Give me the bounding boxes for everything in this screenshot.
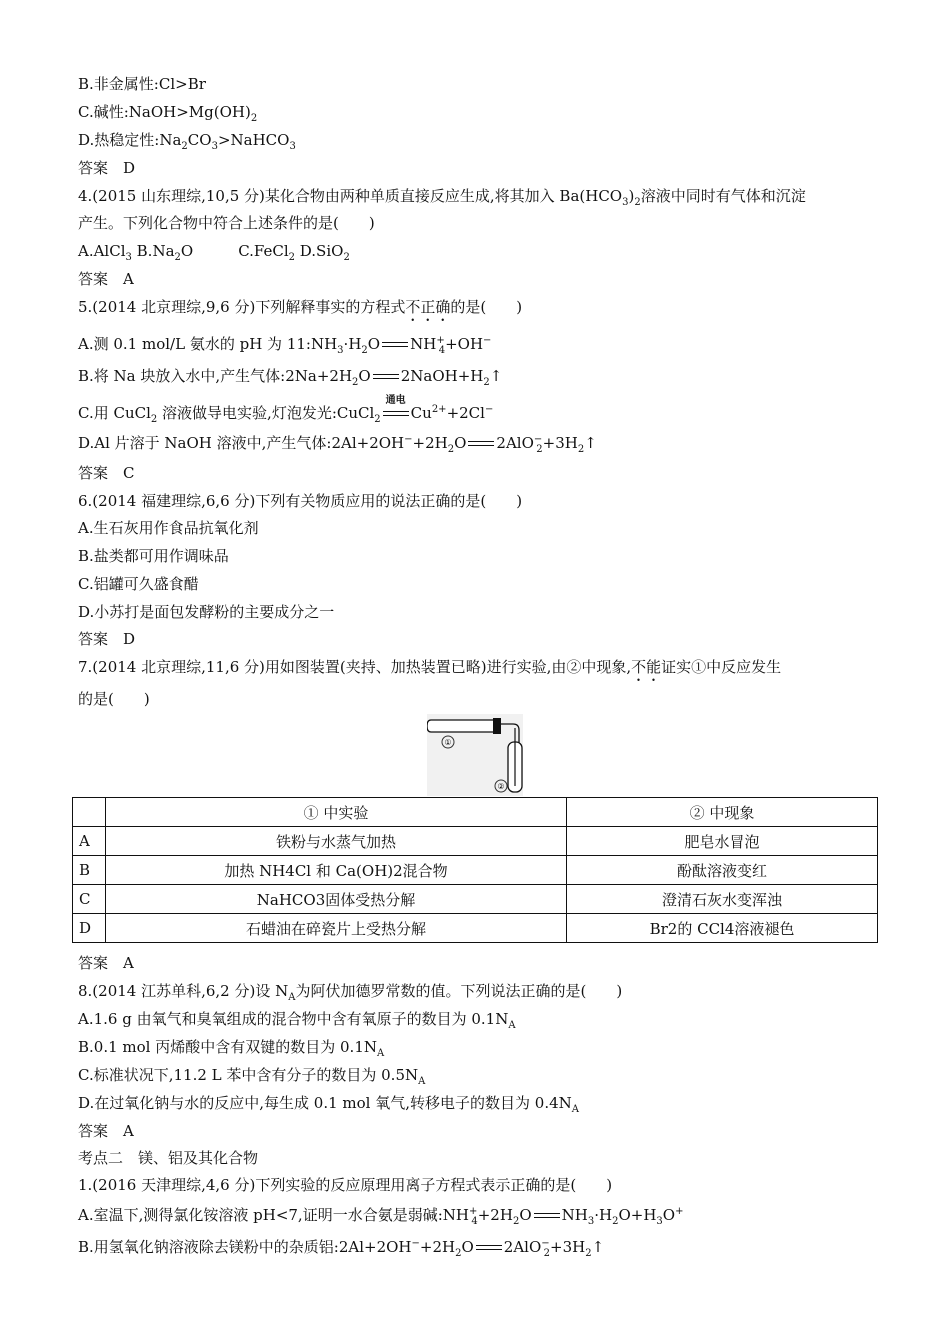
row-experiment: 石蜡油在碎瓷片上受热分解 [106, 914, 567, 943]
q3-answer: 答案 D [78, 159, 136, 177]
q8-option-b: B.0.1 mol 丙烯酸中含有双键的数目为 $0.1N_A$ [78, 1038, 385, 1059]
row-experiment: 铁粉与水蒸气加热 [106, 827, 567, 856]
row-experiment: 加热 NH4Cl 和 Ca(OH)2混合物 [106, 856, 567, 885]
row-phenomenon: 肥皂水冒泡 [567, 827, 878, 856]
q8-answer: 答案 A [78, 1122, 134, 1140]
experiment-table [72, 797, 878, 943]
table-header-col1: ① 中实验 [106, 798, 567, 827]
table-row [73, 885, 878, 914]
apparatus-figure [427, 714, 523, 796]
s1-option-a: A.室温下,测得氯化铵溶液 pH<7,证明一水合氨是弱碱$:NH^+_4+2H_2O$ $NH_3\cdot H_2O+H_3O^+$ [78, 1206, 684, 1227]
row-phenomenon: 澄清石灰水变浑浊 [567, 885, 878, 914]
label-2: ② [497, 782, 505, 791]
row-phenomenon: Br2的 CCl4溶液褪色 [567, 914, 878, 943]
s1-stem: 1.(2016 天津理综,4,6 分)下列实验的反应原理用离子方程式表示正确的是( ) [78, 1176, 613, 1194]
q4-stem: 4.(2015 山东理综,10,5 分)某化合物由两种单质直接反应生成,将其加入 $Ba(HCO_3)_2$溶液中同时有气体和沉淀 [78, 187, 806, 208]
q8-stem: 8.(2014 江苏单科,6,2 分)设 $N_A$为阿伏加德罗常数的值。下列说法正确的是( ) [78, 982, 623, 1003]
s1-option-b: B.用氢氧化钠溶液除去镁粉中的杂质铝$:2Al+2OH^-+2H_2O$ $2AlO^-_2+3H_2↑$ [78, 1238, 605, 1259]
table-row [73, 856, 878, 885]
q3-option-c: C.碱性$:NaOH>Mg(OH)_2$ [78, 103, 258, 124]
row-key: B [73, 856, 106, 885]
q6-option-b: B.盐类都可用作调味品 [78, 547, 229, 565]
q5-answer: 答案 C [78, 464, 135, 482]
table-header-col2: ② 中现象 [567, 798, 878, 827]
q3-option-d: D.热稳定性$:Na_2CO_3>NaHCO_3$ [78, 131, 296, 152]
q7-stem: 7.(2014 北京理综,11,6 分)用如图装置(夹持、加热装置已略)进行实验,由②中现象,不能证实①中反应发生 [78, 658, 782, 676]
q4-options: A.AlCl$_3$ $B.Na_2O$ C.FeCl$_2$ D.SiO$_2$ [78, 242, 350, 263]
q3-option-b: B.非金属性:Cl>Br [78, 75, 206, 93]
table-header-row [73, 798, 878, 827]
q6-option-a: A.生石灰用作食品抗氧化剂 [78, 519, 259, 537]
q5-option-a: A.测 0.1 mol/L 氨水的 pH 为 $11:NH_3\cdot H_2O$ $NH^+_4+OH^-$ [78, 335, 492, 356]
label-1: ① [444, 738, 452, 747]
q6-option-c: C.铝罐可久盛食醋 [78, 575, 199, 593]
table-row [73, 827, 878, 856]
row-phenomenon: 酚酞溶液变红 [567, 856, 878, 885]
q5-option-b: B.将 Na 块放入水中,产生气体$:2Na+2H_2O$ $2NaOH+H_2↑$ [78, 367, 503, 388]
row-key: D [73, 914, 106, 943]
q5-option-c: C.用 CuCl$_2$ 溶液做导电实验,灯泡发光:CuCl$_2$ 通电 $Cu^{2+}+2Cl^-$ [78, 395, 494, 425]
q5-option-d: D.Al 片溶于 NaOH 溶液中,产生气体$:2Al+2OH^-+2H_2O$ $2AlO^-_2+3H_2↑$ [78, 434, 597, 455]
q5-stem: 5.(2014 北京理综,9,6 分)下列解释事实的方程式不正确的是( ) [78, 298, 523, 316]
q4-answer: 答案 A [78, 270, 134, 288]
reversible-sign [380, 339, 410, 351]
q4-stem-cont: 产生。下列化合物中符合上述条件的是( ) [78, 214, 375, 232]
row-key: A [73, 827, 106, 856]
q6-stem: 6.(2014 福建理综,6,6 分)下列有关物质应用的说法正确的是( ) [78, 492, 523, 510]
q7-answer: 答案 A [78, 954, 134, 972]
row-experiment: NaHCO3固体受热分解 [106, 885, 567, 914]
test-tube-diagram [427, 714, 523, 796]
row-key: C [73, 885, 106, 914]
q8-option-c: C.标准状况下,11.2 L 苯中含有分子的数目为 $0.5N_A$ [78, 1066, 426, 1087]
q8-option-d: D.在过氧化钠与水的反应中,每生成 0.1 mol 氧气,转移电子的数目为 $0.4N_A$ [78, 1094, 579, 1115]
q6-answer: 答案 D [78, 630, 136, 648]
q6-option-d: D.小苏打是面包发酵粉的主要成分之一 [78, 603, 335, 621]
q7-stem-cont: 的是( ) [78, 690, 150, 708]
table-row [73, 914, 878, 943]
section-title: 考点二 镁、铝及其化合物 [78, 1149, 259, 1167]
q8-option-a: A.1.6 g 由氧气和臭氧组成的混合物中含有氧原子的数目为 $0.1N_A$ [78, 1010, 516, 1031]
table-header-key [73, 798, 106, 827]
